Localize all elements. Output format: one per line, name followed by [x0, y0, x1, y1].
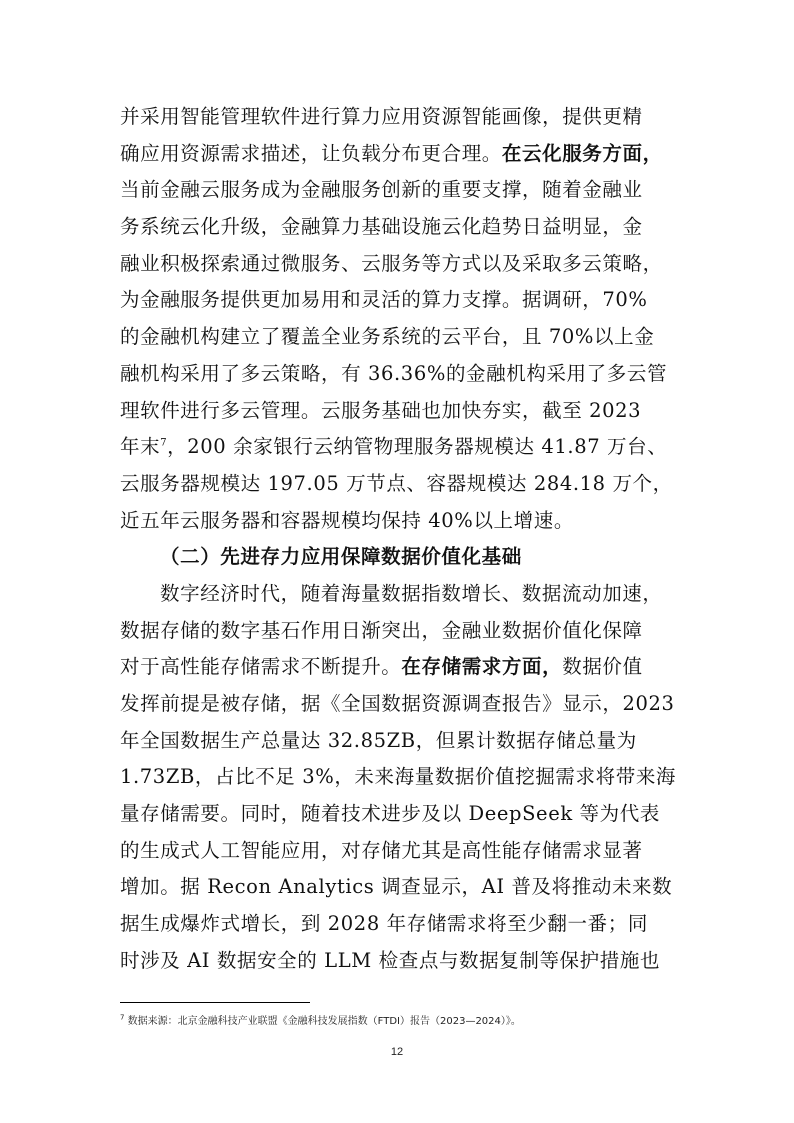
section-heading: （二）先进存力应用保障数据价值化基础 [160, 545, 522, 569]
bold-lead-phrase: 在存储需求方面， [401, 655, 563, 679]
paragraph-line: 数字经济时代，随着海量数据指数增长、数据流动加速， [160, 581, 663, 605]
footnote-text: 数据来源：北京金融科技产业联盟《金融科技发展指数（FTDI）报告（2023—2024）》。 [127, 1016, 521, 1027]
paragraph-line: 年末$^7$，200 余家银行云纳管物理服务器规模达 41.87 万台、 [120, 435, 668, 459]
footnote-reference[interactable]: 7 [160, 437, 168, 449]
paragraph-line: 时涉及 AI 数据安全的 LLM 检查点与数据复制等保护措施也 [120, 948, 661, 972]
body-text [120, 99, 676, 980]
paragraph-line: 当前金融云服务成为金融服务创新的重要支撑，随着金融业 [120, 178, 643, 202]
footnote-divider [120, 1002, 310, 1003]
paragraph-line: 的金融机构建立了覆盖全业务系统的云平台，且 70%以上金 [120, 325, 655, 349]
paragraph-line: 云服务器规模达 197.05 万节点、容器规模达 284.18 万个， [120, 471, 673, 495]
paragraph-line: 为金融服务提供更加易用和灵活的算力支撑。据调研，70% [120, 288, 648, 312]
paragraph-line: 理软件进行多云管理。云服务基础也加快夯实，截至 2023 [120, 398, 642, 422]
paragraph-line: 并采用智能管理软件进行算力应用资源智能画像，提供更精 [120, 105, 643, 128]
paragraph-line: 数据存储的数字基石作用日渐突出，金融业数据价值化保障 [120, 618, 643, 642]
bold-lead-phrase: 在云化服务方面， [501, 141, 663, 165]
paragraph-line: 1.73ZB，占比不足 3%，未来海量数据价值挖掘需求将带来海 [120, 765, 677, 789]
paragraph-line: 确应用资源需求描述，让负载分布更合理。在云化服务方面， [120, 141, 663, 165]
paragraph-line: 发挥前提是被存储，据《全国数据资源调查报告》显示，2023 [120, 692, 675, 715]
paragraph-line: 增加。据 Recon Analytics 调查显示，AI 普及将推动未来数 [120, 875, 673, 899]
footnote-marker: 7 [120, 1013, 125, 1022]
paragraph-line: 融业积极探索通过微服务、云服务等方式以及采取多云策略， [120, 251, 663, 275]
page-number: 12 [390, 1046, 404, 1058]
paragraph-line: 量存储需要。同时，随着技术进步及以 DeepSeek 等为代表 [120, 802, 660, 826]
paragraph-line: 务系统云化升级，金融算力基础设施云化趋势日益明显，金 [120, 215, 643, 239]
paragraph-line: 据生成爆炸式增长，到 2028 年存储需求将至少翻一番；同 [120, 912, 648, 936]
paragraph-line: 年全国数据生产总量达 32.85ZB，但累计数据存储总量为 [120, 728, 637, 752]
footnote [120, 1012, 680, 1027]
paragraph-line: 的生成式人工智能应用，对存储尤其是高性能存储需求显著 [120, 838, 643, 862]
paragraph-line: 对于高性能存储需求不断提升。在存储需求方面，数据价值 [120, 655, 643, 679]
paragraph-line: 融机构采用了多云策略，有 36.36%的金融机构采用了多云管 [120, 361, 668, 385]
paragraph-line: 近五年云服务器和容器规模均保持 40%以上增速。 [120, 508, 574, 532]
